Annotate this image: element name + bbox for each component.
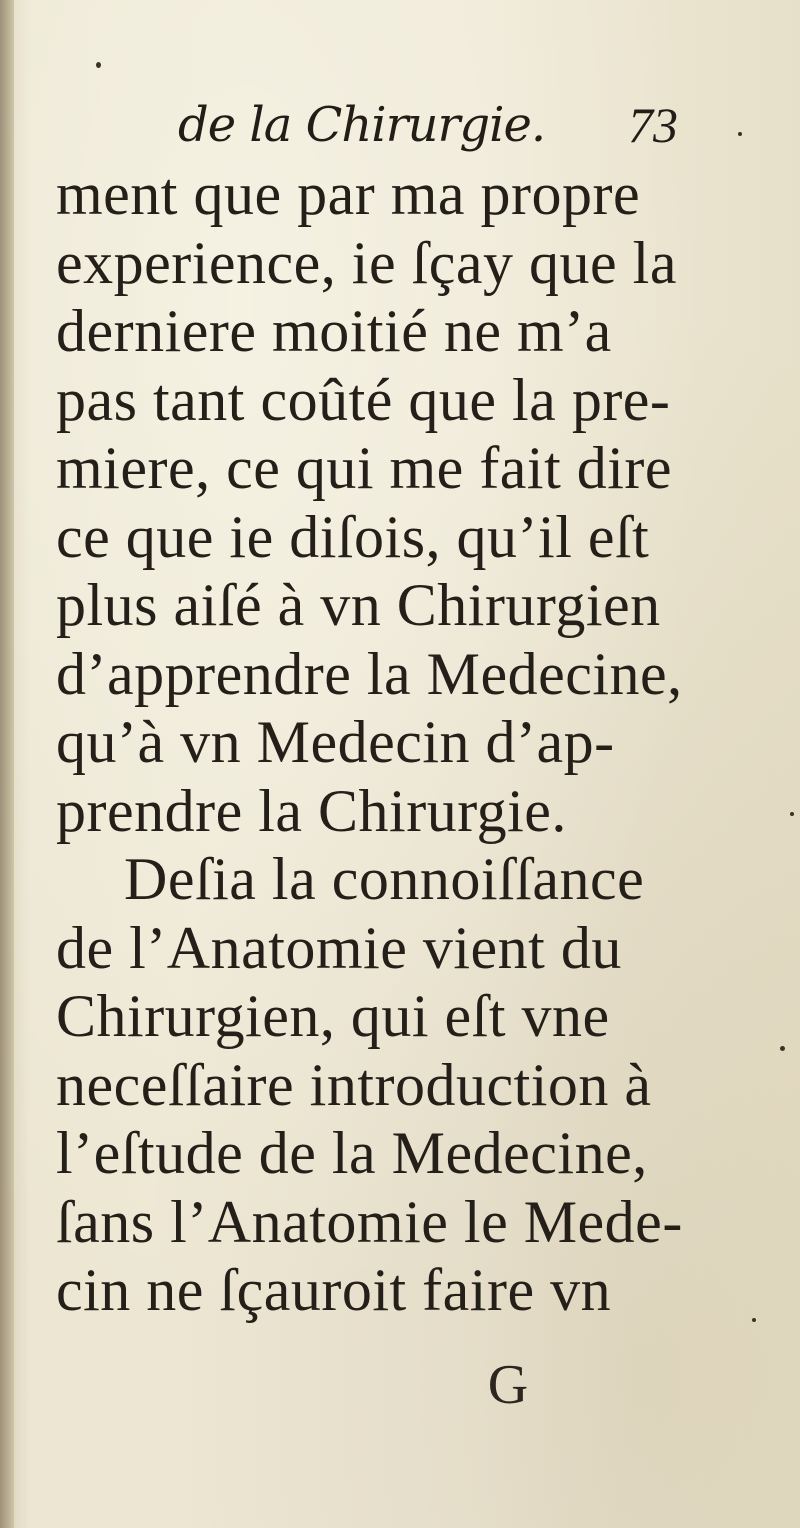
text-line: plus aiſé à vn Chirurgien	[56, 572, 661, 638]
text-line: qu’à vn Medecin d’ap-	[56, 709, 615, 775]
text-line: ment que par ma propre	[56, 161, 641, 227]
ink-speck	[790, 812, 794, 816]
ink-speck	[738, 132, 742, 136]
text-line: miere, ce qui me fait dire	[56, 435, 673, 501]
signature-mark: G	[487, 1354, 529, 1416]
ink-speck	[780, 1046, 785, 1051]
ink-speck	[752, 1318, 756, 1322]
text-line: d’apprendre la Medecine,	[56, 640, 683, 707]
text-line: cin ne ſçauroit faire vn	[56, 1257, 612, 1323]
text-line: pas tant coûté que la pre-	[56, 366, 671, 433]
text-line: ce que ie diſois, qu’il eſt	[56, 503, 650, 570]
text-line: de l’Anatomie vient du	[56, 914, 622, 981]
body-text	[56, 160, 696, 1325]
text-line: Chirurgien, qui eſt vne	[56, 983, 610, 1049]
text-line: derniere moitié ne m’a	[56, 298, 612, 364]
page-number: 73	[628, 97, 678, 153]
binding-gutter	[0, 0, 14, 1528]
text-line: ſans l’Anatomie le Mede-	[56, 1188, 683, 1255]
text-line: l’eſtude de la Medecine,	[56, 1120, 648, 1186]
ink-speck	[96, 62, 101, 68]
running-head: de la Chirurgie.	[178, 97, 546, 153]
text-line: neceſſaire introduction à	[56, 1051, 652, 1118]
text-line: prendre la Chirurgie.	[56, 777, 567, 844]
page-header	[178, 90, 678, 160]
text-line: experience, ie ſçay que la	[56, 229, 677, 296]
paragraph-start-line: Deſia la connoiſſance	[124, 846, 645, 912]
